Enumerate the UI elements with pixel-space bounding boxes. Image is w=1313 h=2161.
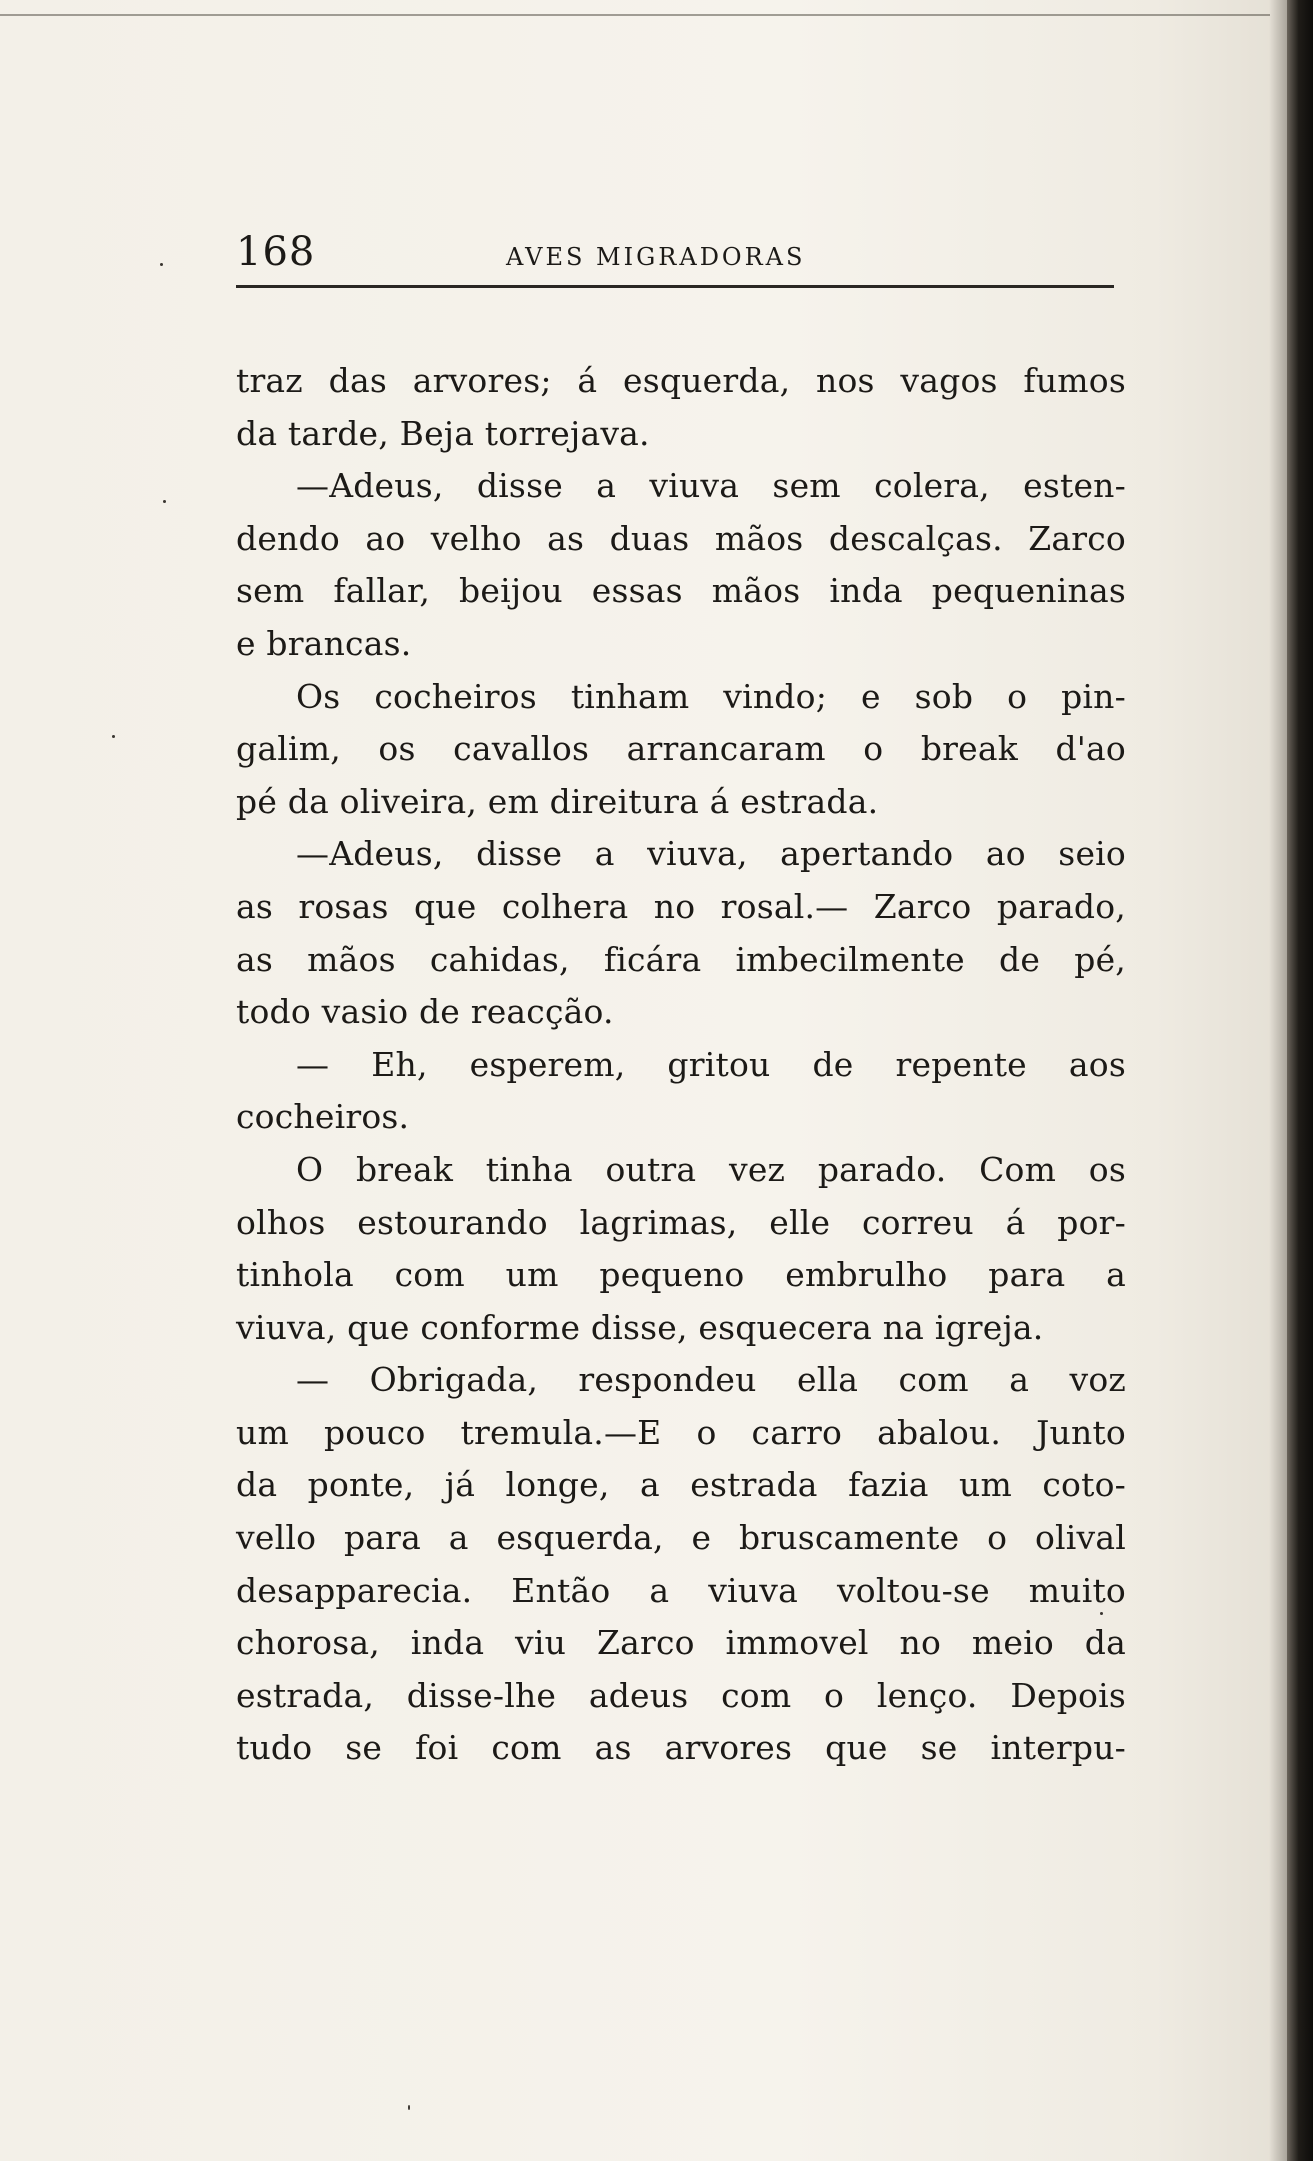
text-line: — Obrigada, respondeu ella com a voz	[296, 1360, 1126, 1400]
text-line: galim, os cavallos arrancaram o break d'ao	[236, 729, 1126, 769]
text-line: cocheiros.	[236, 1097, 410, 1137]
text-line: Os cocheiros tinham vindo; e sob o pin-	[296, 676, 1126, 716]
text-line: da tarde, Beja torrejava.	[236, 413, 650, 453]
header-rule	[236, 285, 1114, 288]
print-speck	[408, 2105, 410, 2110]
running-title: AVES MIGRADORAS	[506, 243, 806, 271]
text-line: as rosas que colhera no rosal.— Zarco parado,	[236, 886, 1126, 926]
print-speck	[112, 735, 115, 738]
text-line: tinhola com um pequeno embrulho para a	[236, 1255, 1126, 1295]
text-line: vello para a esquerda, e bruscamente o olival	[236, 1518, 1126, 1558]
print-speck	[163, 500, 166, 503]
text-line: dendo ao velho as duas mãos descalças. Zarco	[236, 518, 1126, 558]
print-speck	[160, 263, 163, 266]
text-line: tudo se foi com as arvores que se interpu-	[236, 1728, 1126, 1768]
text-line: sem fallar, beijou essas mãos inda pequeninas	[236, 571, 1126, 611]
text-line: traz das arvores; á esquerda, nos vagos fumos	[236, 361, 1126, 400]
book-binding-edge	[1287, 0, 1313, 2161]
text-line: todo vasio de reacção.	[236, 992, 614, 1032]
text-line: olhos estourando lagrimas, elle correu á por-	[236, 1202, 1126, 1242]
text-line: e brancas.	[236, 623, 412, 663]
scan-edge-line	[0, 14, 1270, 16]
text-line: estrada, disse-lhe adeus com o lenço. Depois	[236, 1675, 1126, 1715]
page-number: 168	[236, 229, 316, 275]
text-line: um pouco tremula.—E o carro abalou. Junto	[236, 1412, 1126, 1452]
text-line: pé da oliveira, em direitura á estrada.	[236, 781, 879, 821]
text-line: as mãos cahidas, ficára imbecilmente de pé,	[236, 939, 1126, 979]
text-line: —Adeus, disse a viuva, apertando ao seio	[296, 834, 1126, 874]
text-line: viuva, que conforme disse, esquecera na igreja.	[236, 1307, 1044, 1347]
text-line: chorosa, inda viu Zarco immovel no meio da	[236, 1623, 1126, 1663]
text-line: desapparecia. Então a viuva voltou-se muito	[236, 1570, 1126, 1610]
print-speck	[1100, 1612, 1103, 1615]
text-line: O break tinha outra vez parado. Com os	[296, 1149, 1126, 1189]
text-line: —Adeus, disse a viuva sem colera, esten-	[296, 466, 1126, 506]
body-text	[236, 355, 1126, 1775]
text-line: — Eh, esperem, gritou de repente aos	[296, 1044, 1126, 1084]
text-line: da ponte, já longe, a estrada fazia um coto-	[236, 1465, 1126, 1505]
running-head	[236, 229, 1116, 275]
binding-shadow	[1269, 0, 1287, 2161]
